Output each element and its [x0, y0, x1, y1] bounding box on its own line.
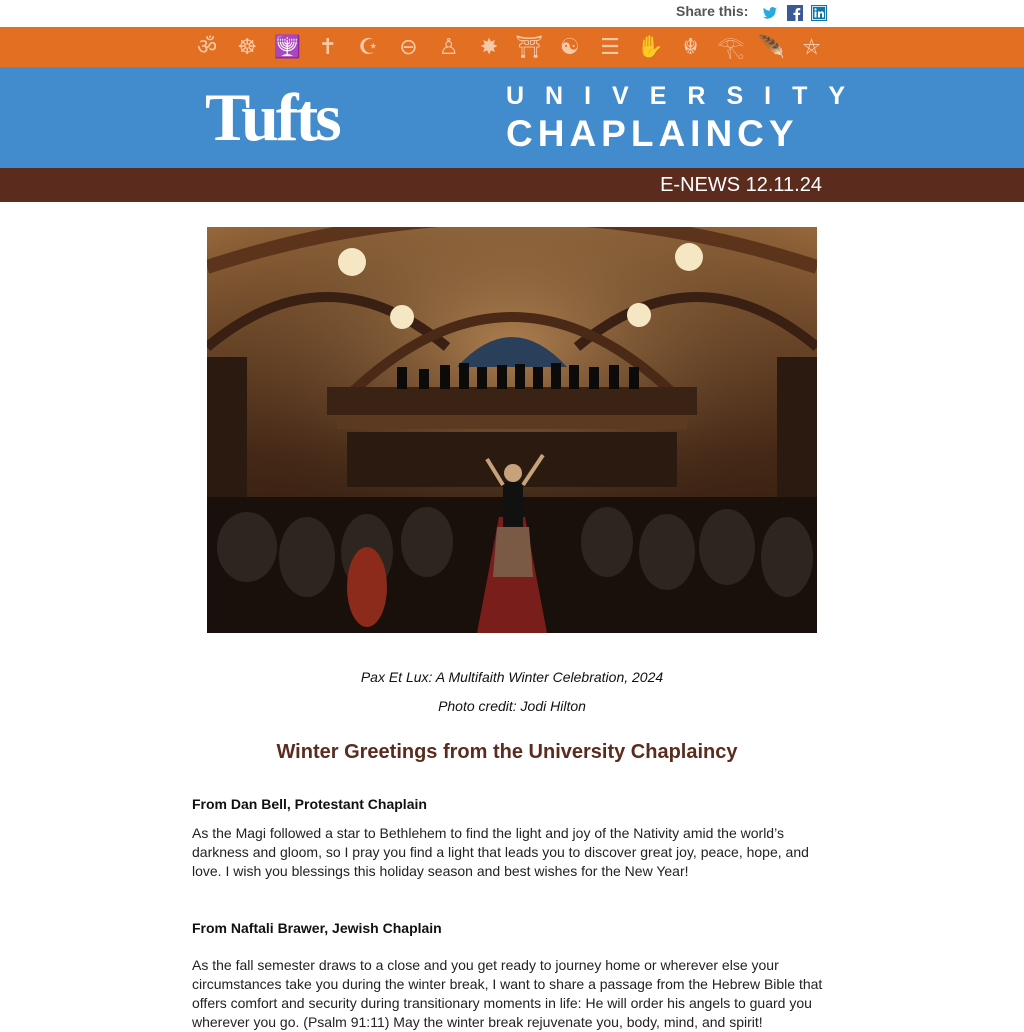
menorah-icon: 🕎: [273, 35, 302, 60]
section-body: As the fall semester draws to a close and you get ready to journey home or wherever else your circumstances take you during the winter break, I want to share a passage from the Hebrew Bible that offers comfort and security during transitionary moments in life: He will order his angels to guard you wherever you go. (Psalm 91:11) May the winter break rejuvenate you, body, mind, and spirit!: [192, 957, 823, 1030]
tenrikyo-icon: ☰: [600, 35, 620, 60]
faith-symbols-strip: [0, 27, 1024, 67]
section-body: As the Magi followed a star to Bethlehem to find the light and joy of the Nativity amid the world’s darkness and gloom, so I pray you find a light that leads you to discover great joy, peace, hope, and love. I wish you blessings this holiday season and best wishes for the New Year!: [192, 825, 809, 879]
pentacle-icon: ⛤: [802, 35, 821, 60]
enews-strip: [0, 168, 1024, 202]
feather-icon: 🪶: [757, 35, 785, 60]
chapel-choir-photo: [207, 227, 817, 633]
section-heading: From Dan Bell, Protestant Chaplain: [192, 796, 427, 812]
photo-credit: Photo credit: Jodi Hilton: [438, 698, 586, 714]
tufts-logo[interactable]: Tufts: [205, 79, 339, 155]
crescent-icon: ☪: [358, 35, 379, 60]
torii-icon: ⛩: [515, 35, 544, 60]
twitter-icon[interactable]: [762, 5, 778, 21]
yin-yang-icon: ☯: [559, 35, 580, 60]
khanda-icon: ☬: [682, 35, 699, 60]
facebook-icon[interactable]: [787, 5, 803, 21]
photo-caption: Pax Et Lux: A Multifaith Winter Celebration, 2024: [360, 669, 664, 685]
article-title: [0, 741, 1024, 764]
chaplaincy-heading: CHAPLAINCY: [506, 113, 799, 154]
sun-icon: ✸: [479, 35, 499, 60]
om-icon: ॐ: [196, 35, 218, 60]
dharma-wheel-icon: ☸: [237, 35, 258, 60]
header-banner: [0, 67, 1024, 168]
share-bar: [0, 0, 1024, 27]
cross-icon: ✝: [318, 35, 338, 60]
section-heading: From Naftali Brawer, Jewish Chaplain: [192, 920, 442, 936]
article-title-text: Winter Greetings from the University Chaplaincy: [276, 741, 738, 763]
share-label: Share this:: [676, 3, 749, 19]
jain-hand-icon: ✋: [636, 35, 664, 60]
bahai-ringstone-icon: ⊖: [399, 35, 418, 60]
linkedin-icon[interactable]: [811, 5, 827, 21]
humanist-icon: ♙: [438, 35, 459, 60]
faravahar-icon: 𓂀: [717, 35, 745, 60]
university-heading: UNIVERSITY: [506, 82, 867, 110]
enews-date: E-NEWS 12.11.24: [660, 174, 822, 196]
